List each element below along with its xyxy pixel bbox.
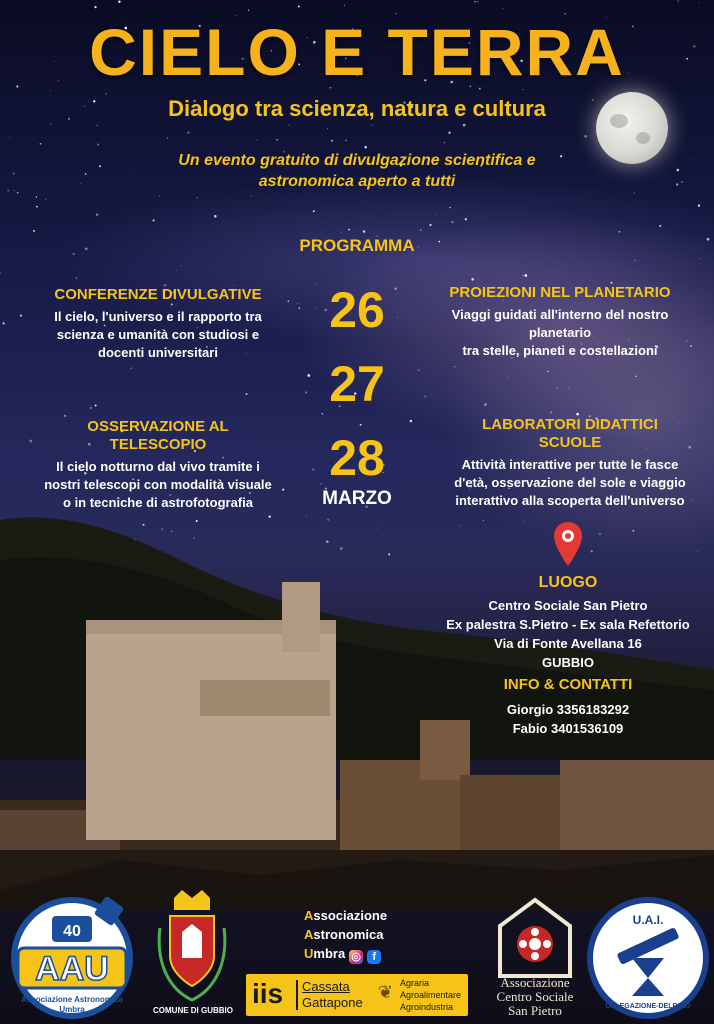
star: [364, 146, 367, 149]
star: [196, 197, 197, 198]
star: [313, 210, 315, 212]
star: [418, 369, 420, 371]
star: [64, 415, 66, 417]
venue-line: Centro Sociale San Pietro: [488, 598, 648, 613]
star: [85, 173, 87, 175]
section-title: [430, 416, 710, 452]
star: [50, 90, 51, 91]
aau-caption: Umbra: [59, 1005, 85, 1014]
star: [33, 230, 35, 232]
star: [327, 128, 328, 129]
section-laboratori: [430, 416, 710, 510]
star: [288, 124, 289, 125]
event-day: 26: [329, 282, 385, 338]
star: [450, 207, 451, 208]
star: [694, 159, 695, 160]
venue-line: GUBBIO: [542, 655, 594, 670]
star: [550, 411, 552, 413]
section-line: scienza e umanità con studiosi e: [56, 327, 260, 342]
aau-badge-number: 40: [63, 923, 81, 940]
star: [454, 366, 455, 367]
star: [471, 278, 474, 281]
star: [96, 125, 98, 127]
csp-line: Centro Sociale: [496, 989, 574, 1004]
star: [444, 142, 446, 144]
section-title-line: OSSERVAZIONE AL: [87, 418, 229, 435]
section-title: PROIEZIONI NEL PLANETARIO: [449, 284, 671, 301]
section-osservazione: [30, 418, 286, 512]
uai-delegation: DELEGAZIONE-DELPG03: [605, 1003, 691, 1010]
contact-line: Giorgio 3356183292: [506, 702, 630, 717]
section-title-line: TELESCOPIO: [109, 436, 207, 453]
star: [524, 274, 527, 277]
iis-name-line: Cassata: [302, 979, 350, 994]
aau-caption: Associazione Astronomica: [21, 995, 123, 1004]
star: [40, 143, 42, 145]
star: [7, 189, 9, 191]
star: [13, 173, 15, 175]
event-day: 27: [329, 356, 385, 412]
star: [181, 265, 182, 266]
star: [635, 260, 636, 261]
star: [474, 1, 476, 3]
star: [503, 8, 504, 9]
csp-logo: [492, 896, 578, 980]
star: [681, 181, 683, 183]
aau-text-line: Umbra ◎ f: [304, 944, 408, 964]
star: [435, 215, 436, 216]
star: [90, 407, 92, 409]
star: [99, 165, 101, 167]
star: [484, 403, 487, 406]
star: [363, 230, 365, 232]
star: [568, 387, 569, 388]
section-line: tra stelle, pianeti e costellazioni: [462, 343, 658, 358]
star: [95, 404, 97, 406]
iis-separator: [296, 980, 298, 1010]
star: [298, 6, 300, 8]
poster-title: CIELO E TERRA: [89, 15, 625, 89]
section-title: [30, 418, 286, 454]
star: [341, 232, 342, 233]
star: [331, 140, 333, 142]
section-line: Il cielo notturno dal vivo tramite i: [56, 459, 260, 474]
section-text: [430, 456, 710, 510]
iis-subject: Agroalimentare: [400, 990, 462, 1000]
star: [477, 1, 478, 2]
star: [659, 225, 661, 227]
aau-acronym: AAU: [35, 950, 109, 988]
star: [556, 388, 557, 389]
star: [677, 169, 680, 172]
star: [678, 0, 679, 1]
uai-logo: [586, 896, 710, 1020]
star: [159, 196, 160, 197]
star: [451, 221, 453, 223]
star: [465, 218, 467, 220]
star: [276, 139, 277, 140]
star: [187, 131, 189, 133]
star: [345, 140, 346, 141]
star: [424, 396, 426, 398]
csp-caption: [480, 976, 590, 1018]
star: [573, 230, 574, 231]
iis-subjects: [400, 977, 461, 1013]
star: [257, 140, 258, 141]
aau-logo: [8, 896, 136, 1020]
section-line: o in tecniche di astrofotografia: [63, 495, 253, 510]
star: [20, 315, 22, 317]
section-line: Il cielo, l'universo e il rapporto tra: [54, 309, 262, 324]
star: [463, 124, 466, 127]
star: [676, 183, 678, 185]
iis-name: [302, 979, 363, 1011]
star: [251, 196, 252, 197]
poster-subtitle: Dialogo tra scienza, natura e cultura: [168, 96, 546, 121]
star: [80, 183, 81, 184]
intro-text: [120, 150, 594, 192]
section-title-line: LABORATORI DIDATTICI: [482, 416, 658, 433]
star: [45, 199, 46, 200]
star: [214, 215, 217, 218]
venue-heading: LUOGO: [538, 574, 598, 591]
event-month: MARZO: [322, 488, 392, 509]
uai-acronym: U.A.I.: [632, 913, 664, 927]
intro-line: Un evento gratuito di divulgazione scientifica e: [178, 152, 536, 169]
star: [322, 413, 323, 414]
section-text: [30, 308, 286, 362]
csp-line: San Pietro: [508, 1003, 562, 1018]
star: [246, 393, 248, 395]
csp-line: Associazione: [500, 975, 570, 990]
star: [50, 124, 51, 125]
star: [97, 144, 99, 146]
event-day: 28: [329, 430, 385, 486]
star: [0, 272, 1, 274]
star: [105, 93, 106, 94]
star: [167, 137, 168, 138]
star: [522, 275, 523, 276]
wheat-icon: ❦: [378, 982, 394, 1002]
star: [177, 270, 178, 271]
star: [297, 303, 298, 304]
star: [9, 137, 10, 138]
star: [448, 132, 450, 134]
section-title-line: SCUOLE: [538, 434, 602, 451]
star: [96, 214, 98, 216]
venue-address: [418, 596, 714, 672]
star: [699, 2, 700, 3]
star: [94, 6, 96, 8]
star: [547, 371, 549, 373]
star: [372, 125, 373, 126]
contacts-list: [418, 700, 714, 738]
star: [410, 420, 413, 423]
intro-line: astronomica aperto a tutti: [258, 173, 456, 190]
contacts-heading: INFO & CONTATTI: [503, 676, 633, 693]
star: [76, 277, 78, 279]
star: [635, 376, 636, 377]
star: [420, 229, 421, 230]
iis-mark: iis: [252, 978, 284, 1009]
aau-text-line: Associazione: [304, 908, 388, 923]
iis-logo: [246, 974, 468, 1016]
comune-label: COMUNE DI GUBBIO: [153, 1006, 233, 1015]
iis-name-line: Gattapone: [302, 995, 363, 1010]
star: [17, 192, 19, 194]
star: [344, 5, 345, 6]
section-line: Attività interattive per tutte le fasce: [461, 457, 679, 472]
section-conferenze: [30, 286, 286, 362]
section-line: d'età, osservazione del sole e viaggio: [454, 475, 686, 490]
comune-crest: [152, 888, 232, 1020]
aau-text-logo: [304, 906, 408, 964]
section-line: Viaggi guidati all'interno del nostro: [451, 307, 669, 322]
section-line: nostri telescopi con modalità visuale: [44, 477, 272, 492]
star: [153, 219, 155, 221]
star: [700, 258, 701, 259]
star: [131, 368, 132, 369]
star: [118, 0, 120, 2]
facebook-icon[interactable]: f: [367, 950, 381, 964]
star: [507, 377, 508, 378]
location-pin-icon: [554, 522, 582, 566]
star: [467, 4, 468, 5]
section-title: CONFERENZE DIVULGATIVE: [54, 286, 262, 303]
star: [14, 190, 15, 191]
star: [634, 192, 635, 193]
star: [288, 301, 289, 302]
star: [698, 205, 700, 207]
star: [36, 196, 37, 197]
star: [619, 231, 620, 232]
section-proiezioni: [420, 284, 700, 360]
star: [36, 206, 38, 208]
instagram-icon[interactable]: ◎: [349, 950, 363, 964]
section-line: planetario: [528, 325, 592, 340]
contact-line: Fabio 3401536109: [512, 721, 624, 736]
star: [429, 224, 431, 226]
star: [2, 322, 4, 324]
section-text: [420, 306, 700, 360]
iis-subject: Agraria: [400, 978, 430, 988]
star: [360, 424, 362, 426]
venue-line: Ex palestra S.Pietro - Ex sala Refettorio: [446, 617, 690, 632]
section-text: [30, 458, 286, 512]
venue-line: Via di Fonte Avellana 16: [494, 636, 642, 651]
program-heading: PROGRAMMA: [299, 236, 415, 255]
star: [584, 135, 587, 138]
section-line: docenti universitari: [98, 345, 218, 360]
aau-text-line: Astronomica: [304, 927, 384, 942]
star: [248, 10, 249, 11]
star: [348, 229, 350, 231]
section-line: interattivo alla scoperta dell'universo: [455, 493, 685, 508]
iis-subject: Agroindustria: [400, 1002, 454, 1012]
